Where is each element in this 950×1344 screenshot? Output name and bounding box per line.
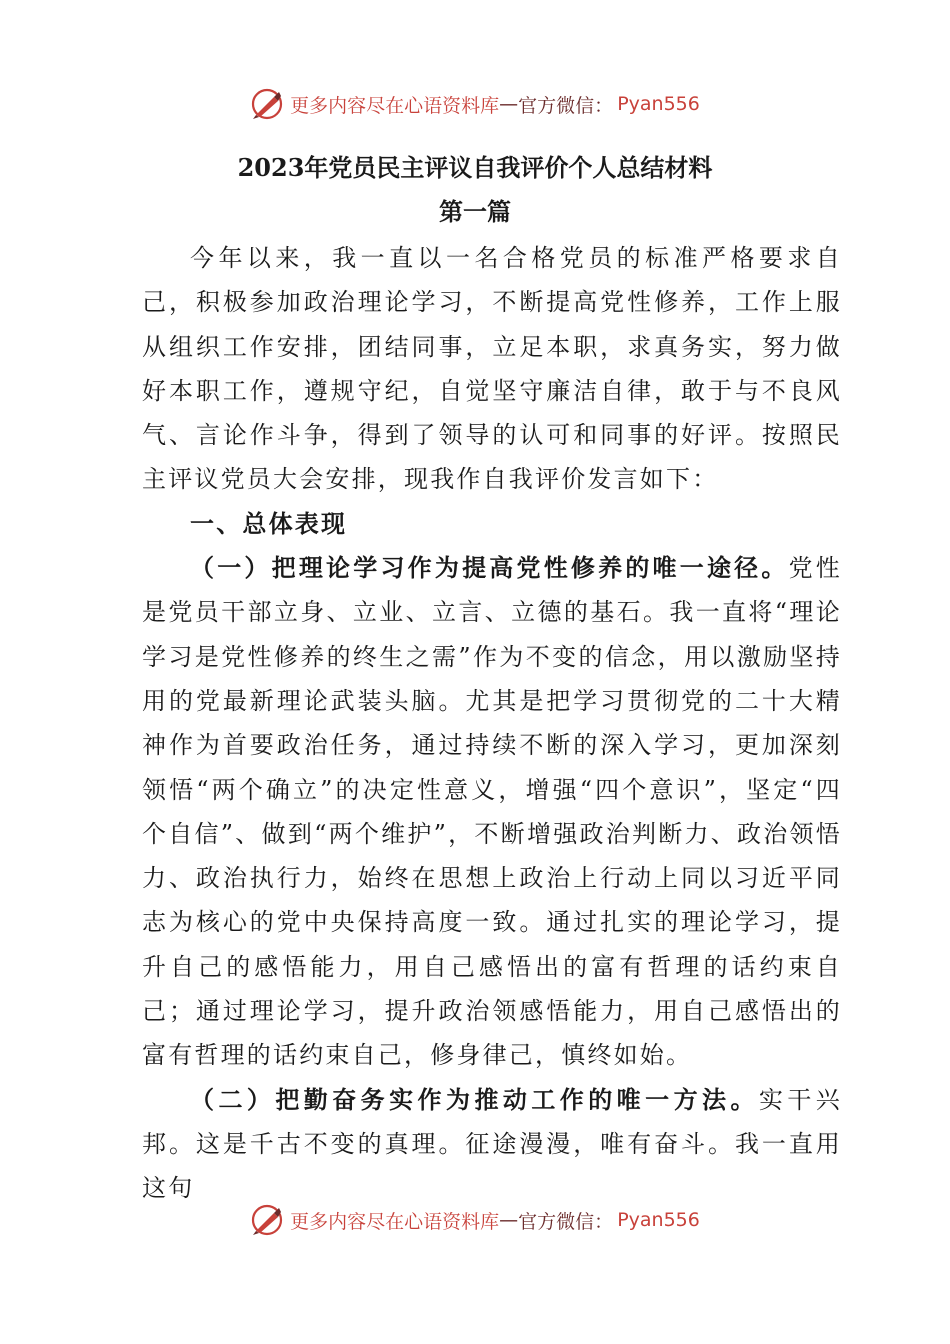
intro-paragraph: 今年以来，我一直以一名合格党员的标准严格要求自己，积极参加政治理论学习，不断提高党性修养，工作上服从组织工作安排，团结同事，立足本职，求真务实，努力做好本职工作，遵规守纪，自觉坚守廉洁自律，敢于与不良风气、言论作斗争，得到了领导的认可和同事的好评。按照民主评议党员大会安排，现我作自我评价发言如下： xyxy=(142,244,842,494)
watermark-label: 官方微信： xyxy=(518,94,614,117)
document-title: 2023年党员民主评议自我评价个人总结材料 xyxy=(237,153,713,182)
watermark-wechat-id: Pyan556 xyxy=(617,93,700,115)
section-heading: 一、总体表现 xyxy=(190,508,348,538)
watermark-label: 官方微信： xyxy=(518,1210,614,1233)
watermark-separator: — xyxy=(499,1209,519,1231)
watermark-wechat-id: Pyan556 xyxy=(617,1209,700,1231)
pen-logo-icon xyxy=(250,87,284,121)
document-body xyxy=(142,236,842,1211)
item1-heading: （一）把理论学习作为提高党性修养的唯一途径。 xyxy=(190,553,789,583)
item1-paragraph xyxy=(142,546,842,1078)
watermark-separator: — xyxy=(499,93,519,115)
item2-heading: （二）把勤奋务实作为推动工作的唯一方法。 xyxy=(190,1084,759,1114)
item2-paragraph xyxy=(142,1078,842,1211)
watermark-text: 更多内容尽在心语资料库 xyxy=(290,94,500,117)
footer-watermark xyxy=(0,1200,950,1240)
document-subtitle: 第一篇 xyxy=(439,197,511,226)
watermark-text: 更多内容尽在心语资料库 xyxy=(290,1210,500,1233)
item2-body: 实干兴邦。这是千古不变的真理。征途漫漫，唯有奋斗。我一直用这句 xyxy=(142,1085,842,1203)
header-watermark xyxy=(0,84,950,124)
item1-body: 党性是党员干部立身、立业、立言、立德的基石。我一直将“理论学习是党性修养的终生之需”作为不变的信念，用以激励坚持用的党最新理论武装头脑。尤其是把学习贯彻党的二十大精神作为首要政治任务，通过持续不断的深入学习，更加深刻领悟“两个确立”的决定性意义，增强“四个意识”，坚定“四个自信”、做到“两个维护”，不断增强政治判断力、政治领悟力、政治执行力，始终在思想上政治上行动上同以习近平同志为核心的党中央保持高度一致。通过扎实的理论学习，提升自己的感悟能力，用自己感悟出的富有哲理的话约束自己；通过理论学习，提升政治领感悟能力，用自己感悟出的富有哲理的话约束自己，修身律己，慎终如始。 xyxy=(142,554,842,1070)
pen-logo-icon xyxy=(250,1203,284,1237)
